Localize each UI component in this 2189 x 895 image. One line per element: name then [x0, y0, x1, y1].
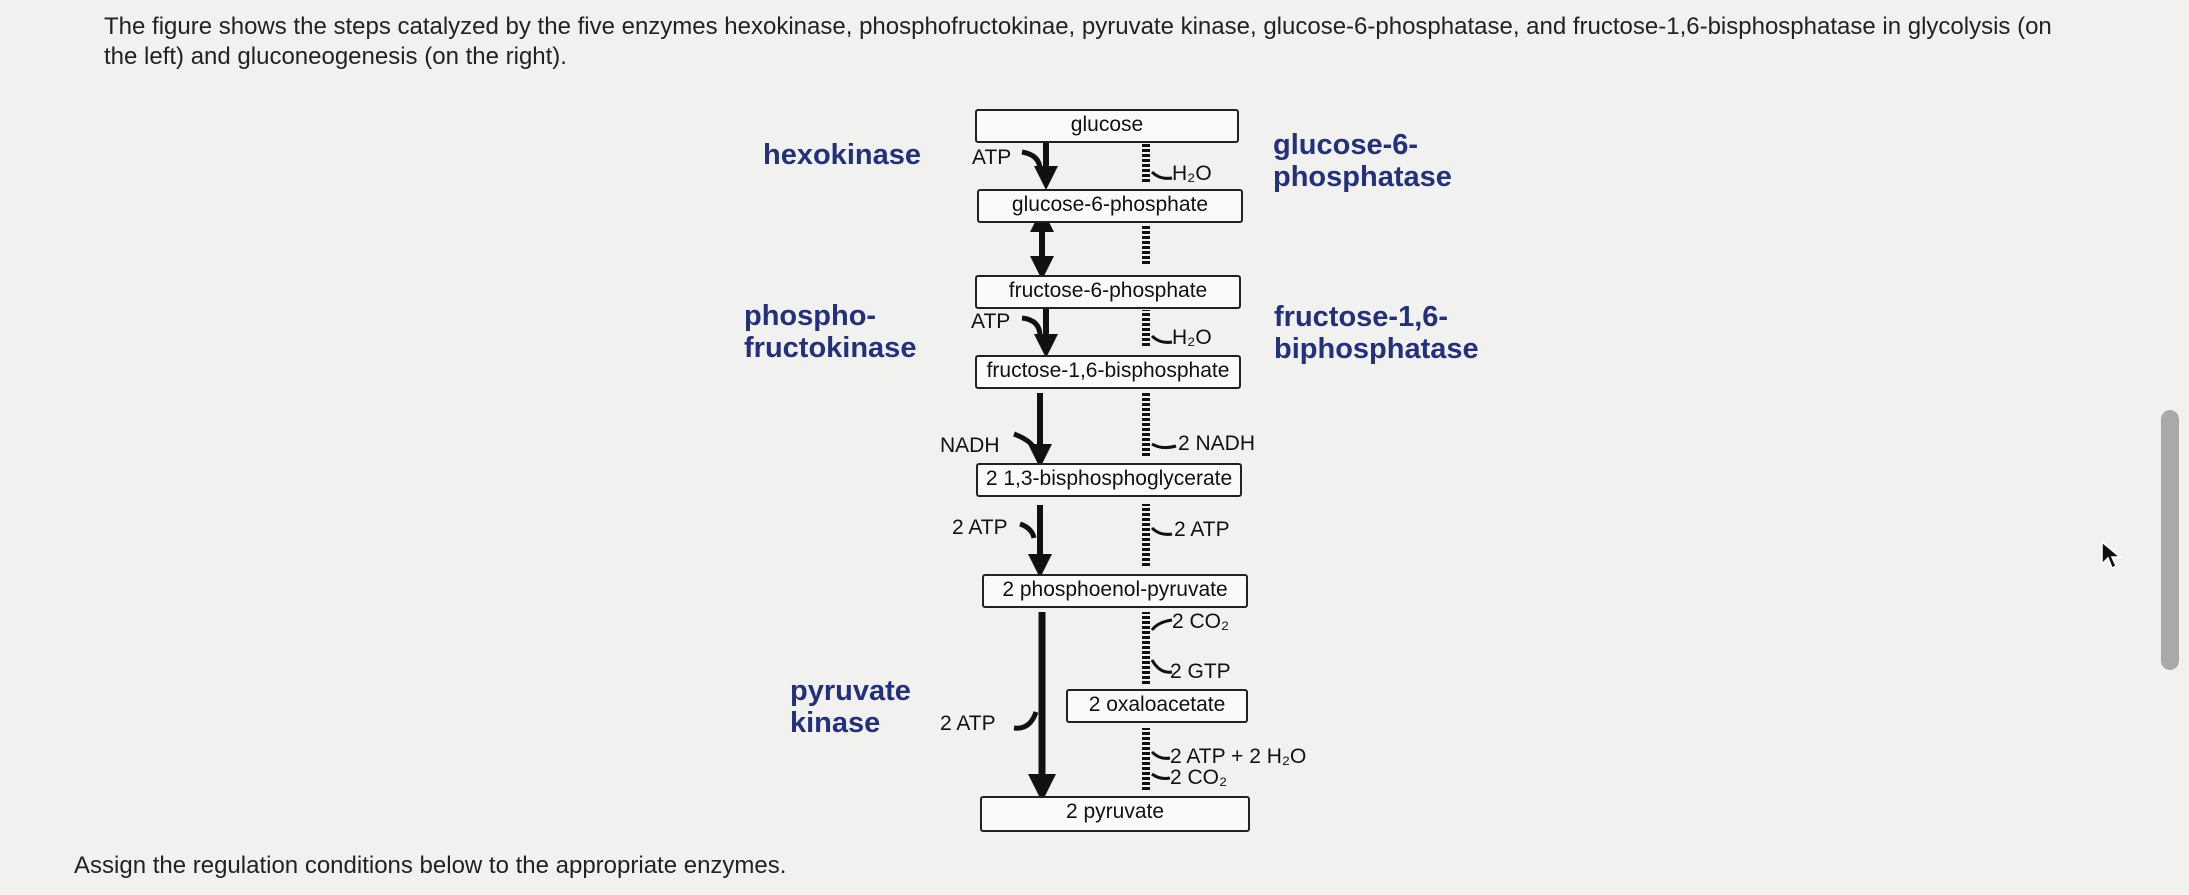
cofactor-atp: 2 ATP [940, 712, 996, 735]
cofactor-gtp: 2 GTP [1170, 660, 1231, 683]
metabolite-oaloacetate: 2 oxaloacetate [1066, 689, 1248, 723]
cofactor-atp: ATP [972, 146, 1012, 169]
cofactor-atp: 2 ATP [952, 516, 1008, 539]
cofactor-nadh: 2 NADH [1178, 432, 1256, 455]
atp-branch-curve [1020, 524, 1034, 538]
co2-branch-curve [1152, 774, 1170, 779]
question-instruction: Assign the regulation conditions below to the appropriate enzymes. [74, 852, 787, 879]
cofactor-co2: 2 CO₂ [1170, 766, 1228, 789]
metabolite-fructose-6-phosphate: fructose-6-phosphate [975, 275, 1241, 309]
cofactor-h2o: H₂O [1172, 326, 1212, 349]
gtp-branch-curve [1152, 660, 1172, 672]
h2o-branch-curve [1152, 336, 1172, 342]
metabolite-glucose: glucose [975, 109, 1239, 143]
enzyme-label-line: phospho- [744, 300, 877, 332]
metabolite-pyruvate: 2 pyruvate [980, 796, 1250, 832]
question-intro: The figure shows the steps catalyzed by the five enzymes hexokinase, phosphofructokinae, pyruvate kinase, glucose-6-phosphatase, and fructose-1,6-bisphosphatase in glycolysis (on the left) and gluconeogenesis (on the right). [104, 13, 2052, 70]
enzyme-label-line: biphosphatase [1274, 333, 1479, 365]
enzyme-label-line: kinase [790, 707, 881, 739]
nadh-branch-curve [1014, 434, 1034, 448]
atp-branch-curve [1022, 152, 1040, 170]
metabolite-fructose-1-6-bisphosphate: fructose-1,6-bisphosphate [975, 355, 1241, 389]
atp-branch-curve [1022, 318, 1040, 336]
enzyme-label-line: fructokinase [744, 332, 917, 364]
metabolite-1-3-bisphosphoglycerate: 2 1,3-bisphosphoglycerate [976, 463, 1242, 497]
page-scrollbar[interactable] [2161, 410, 2179, 670]
nadh-branch-curve [1152, 444, 1176, 448]
co2-branch-curve [1152, 620, 1172, 630]
enzyme-label-line: phosphatase [1273, 161, 1452, 193]
cofactor-co2: 2 CO₂ [1172, 610, 1230, 633]
metabolite-glucose-6-phosphate: glucose-6-phosphate [977, 189, 1243, 223]
enzyme-label-line: glucose-6- [1273, 129, 1419, 161]
metabolite-phosphoenolpyruvate: 2 phosphoenol-pyruvate [982, 574, 1248, 608]
cofactor-atp: 2 ATP [1174, 518, 1230, 541]
cofactor-h2o: H₂O [1172, 162, 1212, 185]
enzyme-label-line: fructose-1,6- [1274, 301, 1449, 333]
atp-h2o-branch-curve [1152, 752, 1170, 758]
cofactor-atp-h2o: 2 ATP + 2 H₂O [1170, 745, 1307, 768]
mouse-cursor-icon [2100, 540, 2122, 572]
enzyme-label-line: hexokinase [763, 139, 921, 171]
h2o-branch-curve [1152, 172, 1172, 178]
atp-branch-curve [1152, 528, 1172, 534]
atp-branch-curve [1014, 712, 1036, 728]
cofactor-nadh: NADH [940, 434, 1000, 457]
cofactor-atp: ATP [971, 310, 1011, 333]
enzyme-label-line: pyruvate [790, 675, 911, 707]
